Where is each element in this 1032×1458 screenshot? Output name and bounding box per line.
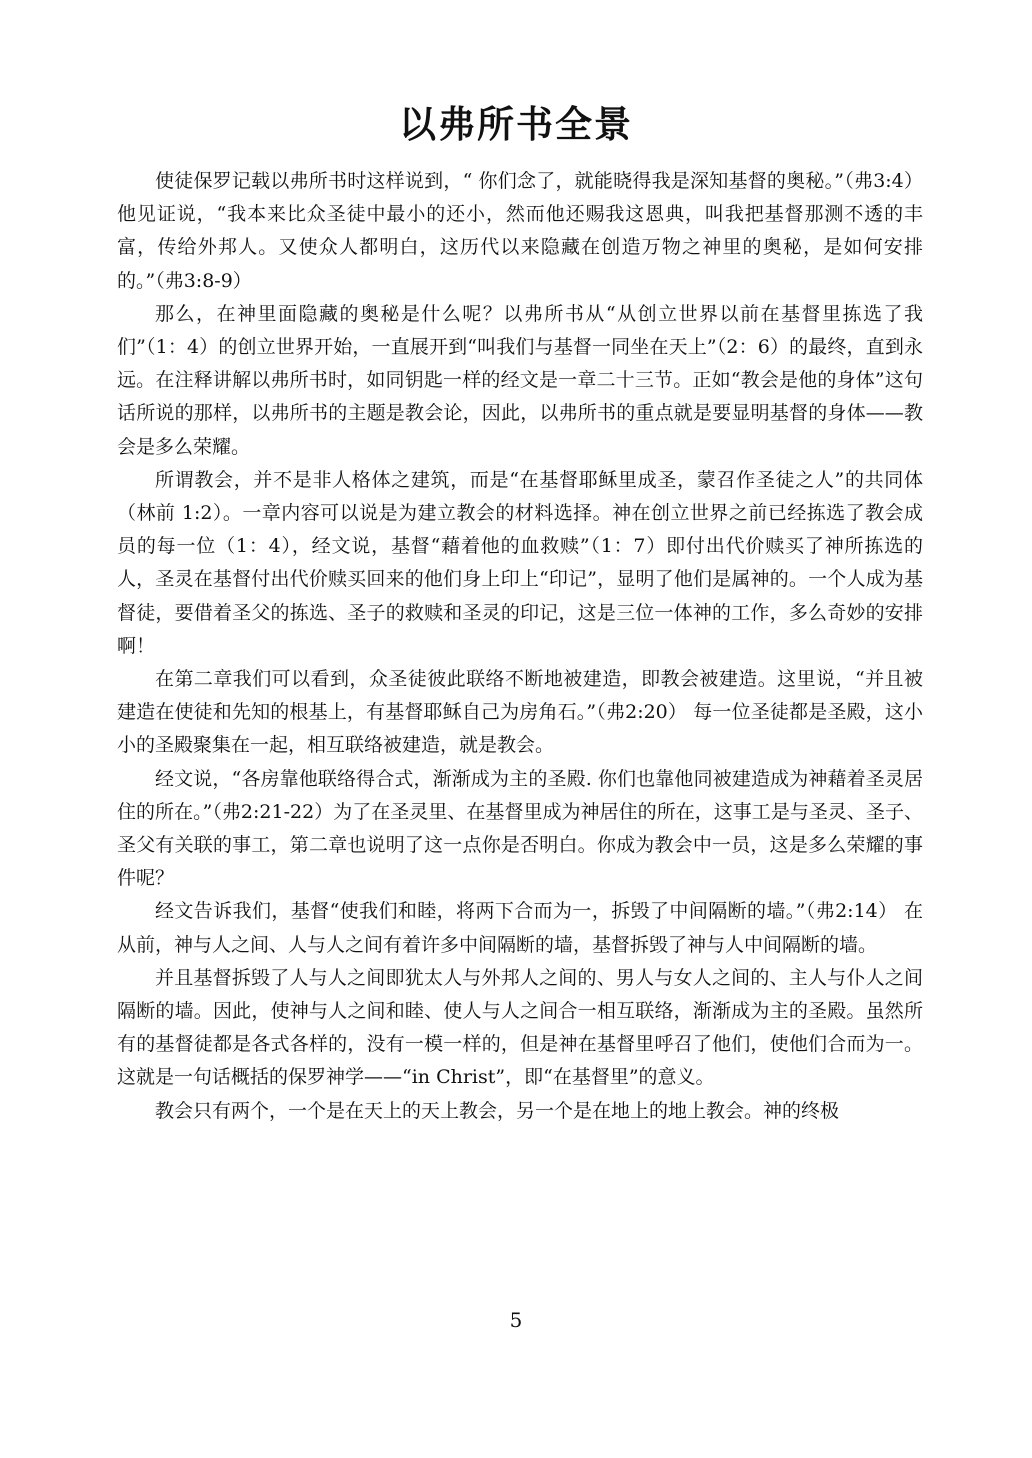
paragraph: 并且基督拆毁了人与人之间即犹太人与外邦人之间的、男人与女人之间的、主人与仆人之间隔断的墙。因此，使神与人之间和睦、使人与人之间合一相互联络，渐渐成为主的圣殿。虽然所有的基督徒都是各式各样的，没有一模一样的，但是神在基督里呼召了他们，使他们合而为一。这就是一句话概括的保罗神学——“in Christ”，即“在基督里”的意义。 [117, 966, 923, 1089]
paragraph: 使徒保罗记载以弗所书时这样说到，“ 你们念了，就能晓得我是深知基督的奥秘。”（弗3:4） 他见证说，“我本来比众圣徒中最小的还小，然而他还赐我这恩典，叫我把基督那测不透的丰富，传给外邦人。又使众人都明白，这历代以来隐藏在创造万物之神里的奥秘，是如何安排的。”（弗3:8-9） [117, 170, 923, 292]
paragraph: 那么，在神里面隐藏的奥秘是什么呢？以弗所书从“从创立世界以前在基督里拣选了我们”（1：4）的创立世界开始，一直展开到“叫我们与基督一同坐在天上”（2：6）的最终，直到永远。在注释讲解以弗所书时，如同钥匙一样的经文是一章二十三节。正如“教会是他的身体”这句话所说的那样，以弗所书的主题是教会论，因此，以弗所书的重点就是要显明基督的身体——教会是多么荣耀。 [117, 302, 923, 458]
paragraph: 在第二章我们可以看到，众圣徒彼此联络不断地被建造，即教会被建造。这里说，“并且被建造在使徒和先知的根基上，有基督耶稣自己为房角石。”（弗2:20） 每一位圣徒都是圣殿，这小小的圣殿聚集在一起，相互联络被建造，就是教会。 [117, 668, 923, 757]
paragraph: 教会只有两个，一个是在天上的天上教会，另一个是在地上的地上教会。神的终极 [155, 1099, 840, 1122]
document-body [117, 165, 923, 1128]
page-number: 5 [509, 1308, 523, 1332]
paragraph: 经文告诉我们，基督“使我们和睦，将两下合而为一，拆毁了中间隔断的墙。”（弗2:14） 在从前，神与人之间、人与人之间有着许多中间隔断的墙，基督拆毁了神与人中间隔断的墙。 [117, 900, 923, 956]
page-title: 以弗所书全景 [399, 101, 633, 146]
paragraph: 经文说，“各房靠他联络得合式，渐渐成为主的圣殿. 你们也靠他同被建造成为神藉着圣灵居住的所在。”（弗2:21-22）为了在圣灵里、在基督里成为神居住的所在，这事工是与圣灵、圣子、圣父有关联的事工，第二章也说明了这一点你是否明白。你成为教会中一员，这是多么荣耀的事件呢？ [117, 767, 923, 890]
paragraph: 所谓教会，并不是非人格体之建筑，而是“在基督耶稣里成圣，蒙召作圣徒之人”的共同体（林前 1:2）。一章内容可以说是为建立教会的材料选择。神在创立世界之前已经拣选了教会成员的每一位（1：4），经文说，基督“藉着他的血救赎”（1：7）即付出代价赎买了神所拣选的人，圣灵在基督付出代价赎买回来的他们身上印上“印记”，显明了他们是属神的。一个人成为基督徒，要借着圣父的拣选、圣子的救赎和圣灵的印记，这是三位一体神的工作，多么奇妙的安排啊！ [117, 468, 923, 657]
